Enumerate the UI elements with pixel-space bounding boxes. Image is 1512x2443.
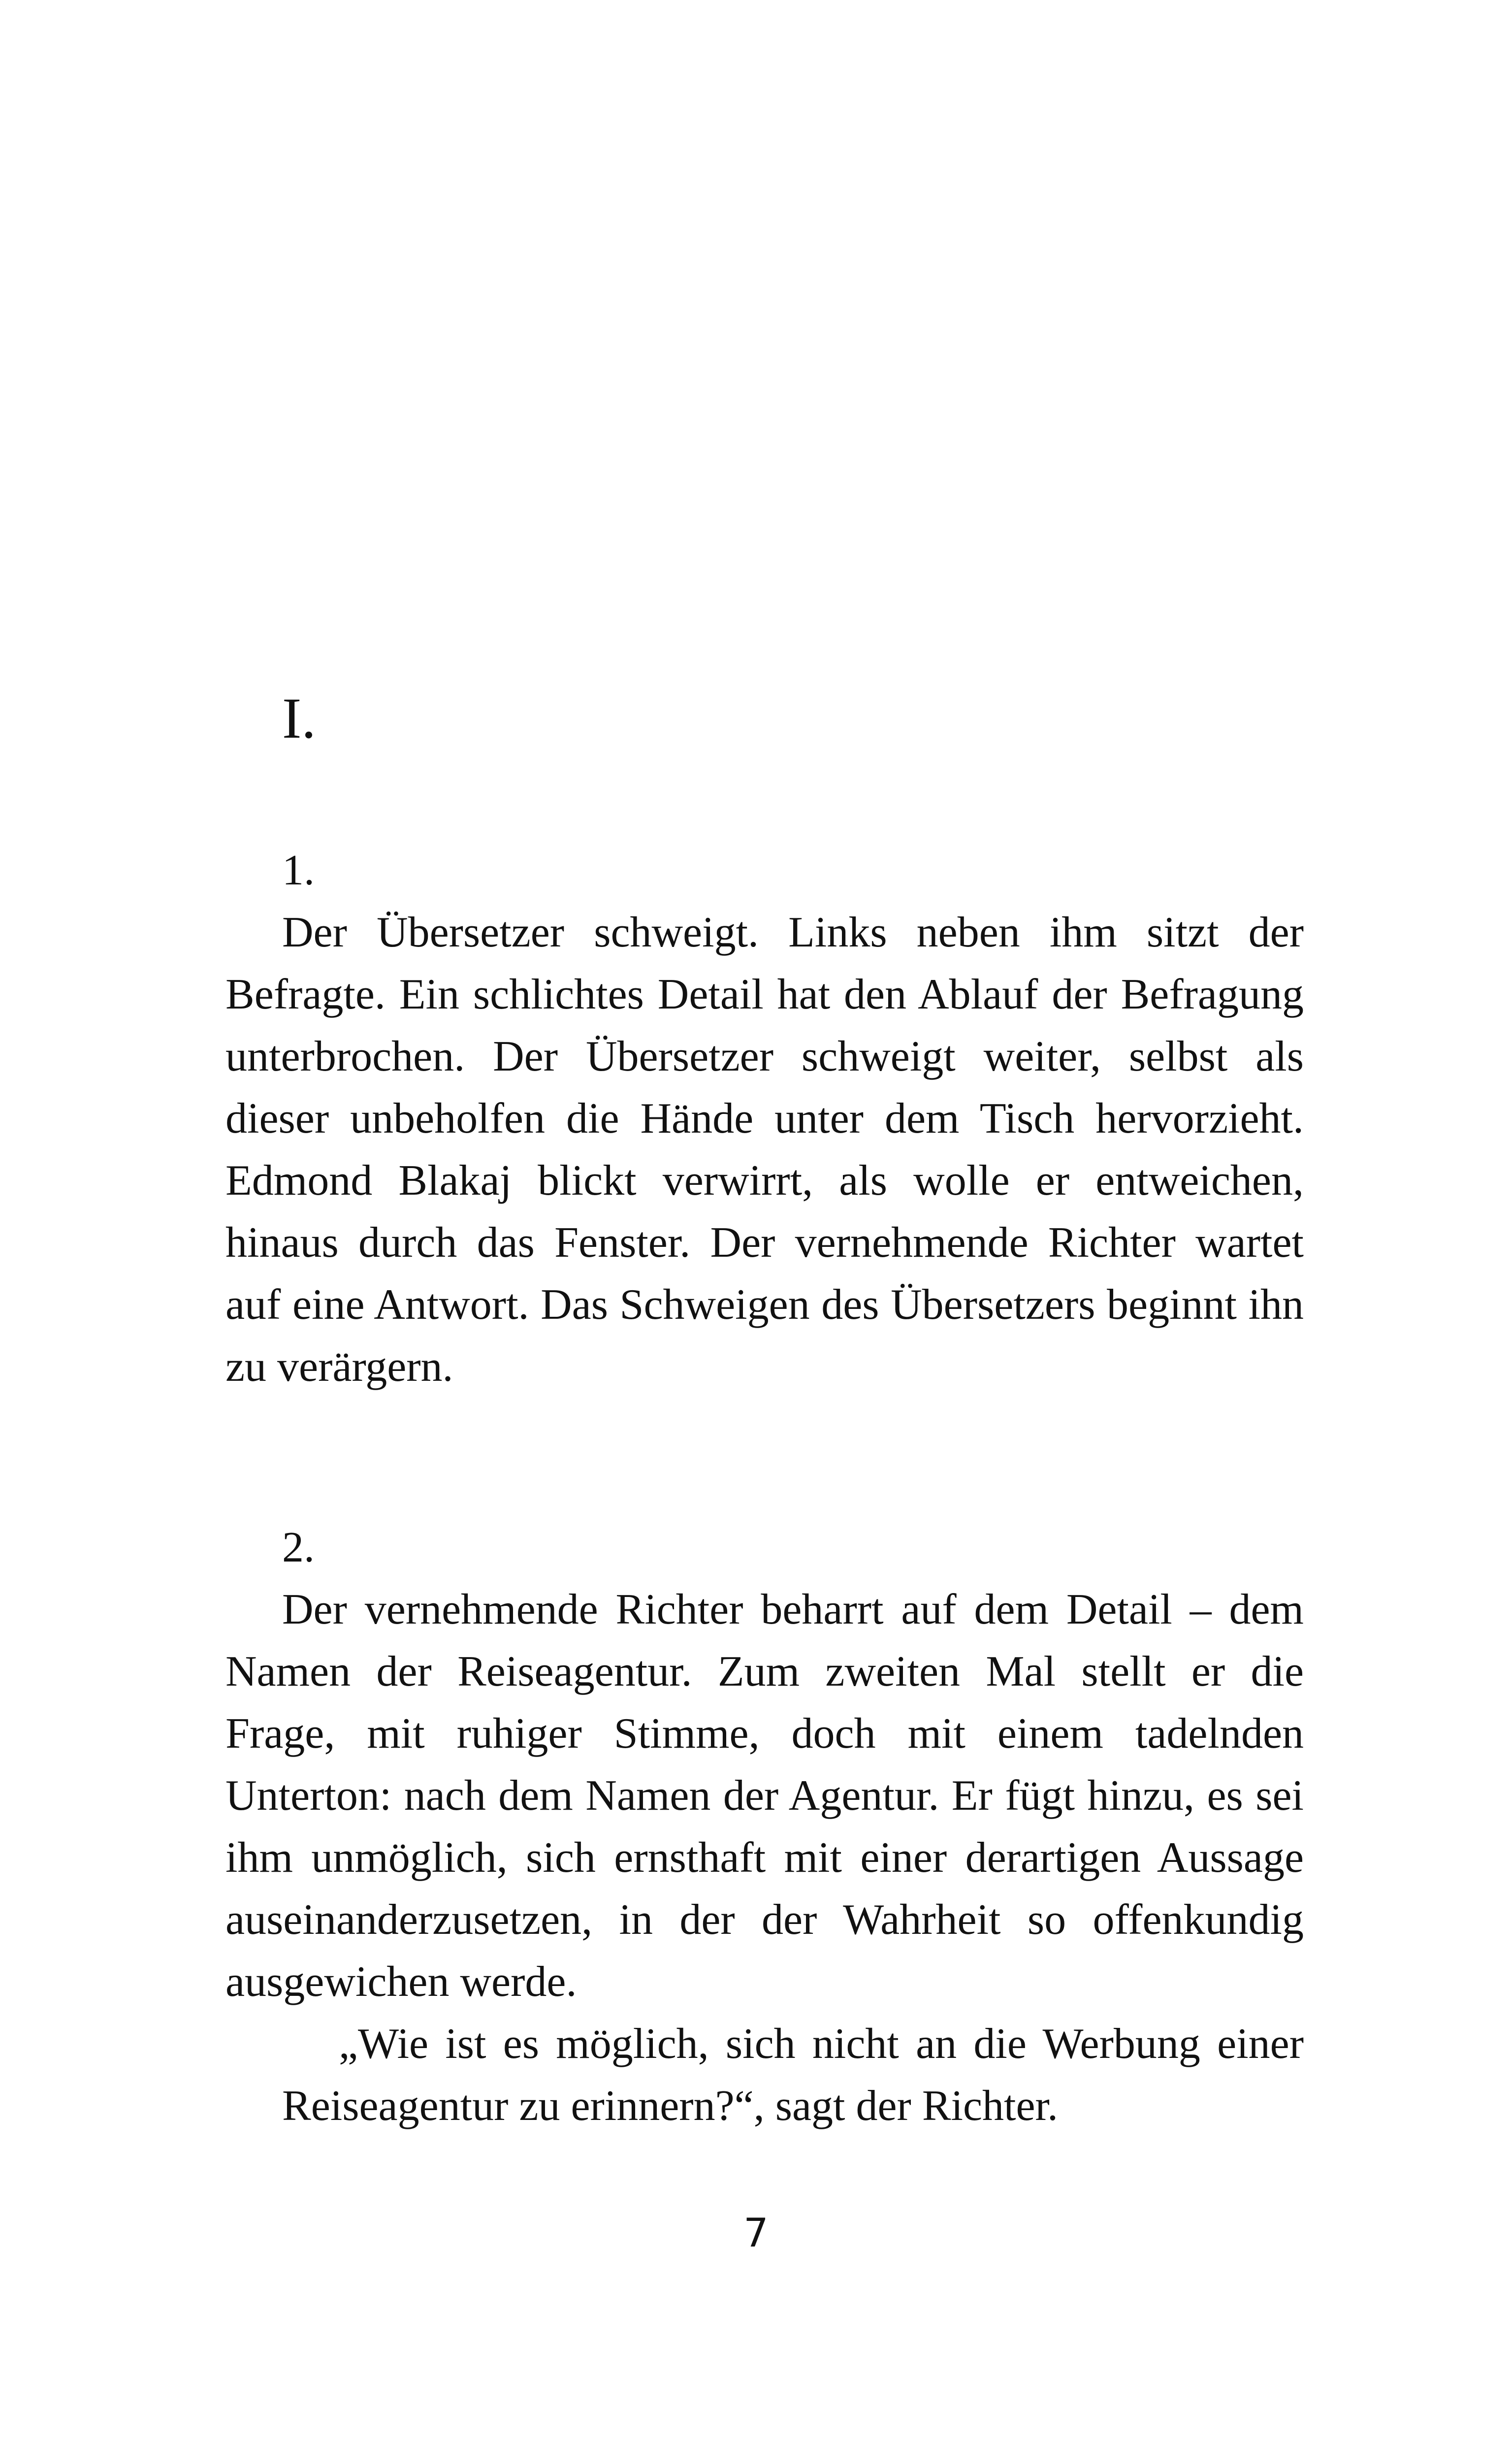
section-1	[225, 840, 1304, 1398]
section-paragraph: Der Übersetzer schweigt. Links neben ihm sitzt der Befragte. Ein schlichtes Detail hat den Ablauf der Befragung unterbrochen. Der Übersetzer schweigt weiter, selbst als dieser unbeholfen die Hände unter dem Tisch hervorzieht. Edmond Blakaj blickt verwirrt, als wolle er entweichen, hinaus durch das Fenster. Der vernehmende Richter wartet auf eine Antwort. Das Schweigen des Übersetzers beginnt ihn zu verärgern.	[225, 909, 1304, 1391]
section-paragraph: Der vernehmende Richter beharrt auf dem Detail – dem Namen der Reiseagentur. Zum zweiten Mal stellt er die Frage, mit ruhiger Stimme, doch mit einem tadelnden Unterton: nach dem Namen der Agentur. Er fügt hinzu, es sei ihm unmöglich, sich ernsthaft mit einer derartigen Aussage auseinanderzusetzen, in der der Wahrheit so offenkundig ausgewichen werde.	[225, 1586, 1304, 2006]
section-number: 2.	[282, 1524, 315, 1571]
section-2	[225, 1517, 1304, 2137]
page-number: 7	[743, 2210, 769, 2256]
quoted-dialogue: „Wie ist es möglich, sich nicht an die Werbung einer Reiseagentur zu erinnern?“, sagt der Richter.	[282, 2020, 1304, 2130]
section-number: 1.	[282, 847, 315, 894]
chapter-heading: I.	[282, 686, 316, 750]
